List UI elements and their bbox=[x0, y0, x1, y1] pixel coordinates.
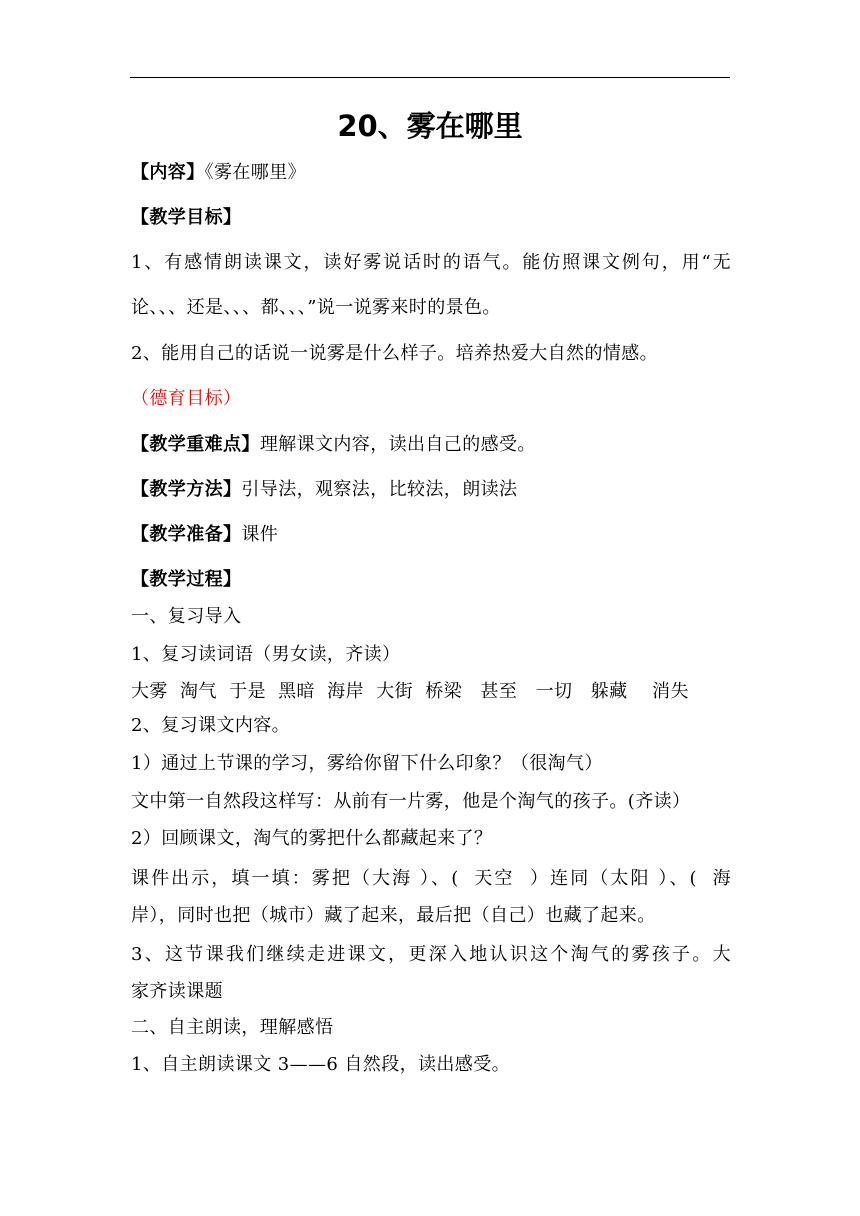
methods-value: 引导法，观察法，比较法，朗读法 bbox=[241, 479, 518, 500]
methods-line bbox=[131, 477, 731, 503]
goals-label: 【教学目标】 bbox=[131, 207, 242, 228]
process-heading bbox=[131, 567, 731, 593]
vocab-list: 大雾 淘气 于是 黑暗 海岸 大街 桥梁 甚至 一切 躲藏 消失 bbox=[131, 681, 689, 702]
header-rule bbox=[130, 77, 730, 78]
section-1-item-3-line-1: 3、这节课我们继续走进课文，更深入地认识这个淘气的雾孩子。大 bbox=[131, 944, 731, 965]
goal-1-line-1: 1、有感情朗读课文，读好雾说话时的语气。能仿照课文例句，用“无 bbox=[131, 252, 731, 273]
content-value: 《雾在哪里》 bbox=[204, 162, 307, 183]
goal-2: 2、能用自己的话说一说雾是什么样子。培养热爱大自然的情感。 bbox=[131, 343, 659, 364]
goal-1-line-2: 论、、、还是、、、都、、、”说一说雾来时的景色。 bbox=[131, 297, 501, 318]
section-1-item-2: 2、复习课文内容。 bbox=[131, 715, 291, 736]
keypoints-label: 【教学重难点】 bbox=[131, 434, 260, 455]
question-1: 1）通过上节课的学习，雾给你留下什么印象？（很淘气） bbox=[131, 753, 603, 774]
question-1-note: 文中第一自然段这样写：从前有一片雾，他是个淘气的孩子。(齐读） bbox=[131, 791, 691, 812]
moral-goal: （德育目标） bbox=[131, 388, 242, 409]
section-2-heading: 二、自主朗读，理解感悟 bbox=[131, 1017, 334, 1038]
keypoints-line bbox=[131, 432, 731, 458]
prep-value: 课件 bbox=[241, 524, 279, 545]
methods-label: 【教学方法】 bbox=[131, 479, 242, 500]
section-2-item-1: 1、自主朗读课文 3——6 自然段，读出感受。 bbox=[131, 1054, 510, 1075]
fill-in-line-1: 课件出示，填一填：雾把（大海 ）、( 天空 ）连同（太阳 ）、( 海 bbox=[131, 868, 731, 889]
prep-label: 【教学准备】 bbox=[131, 524, 242, 545]
content-label: 【内容】 bbox=[131, 162, 205, 183]
section-1-item-1: 1、复习读词语（男女读，齐读） bbox=[131, 644, 401, 665]
fill-in-line-2: 岸），同时也把（城市）藏了起来，最后把（自己）也藏了起来。 bbox=[131, 905, 656, 926]
keypoints-value: 理解课文内容，读出自己的感受。 bbox=[259, 434, 536, 455]
process-label: 【教学过程】 bbox=[131, 569, 242, 590]
lesson-title: 20、雾在哪里 bbox=[337, 109, 523, 143]
section-1-item-3-line-2: 家齐读课题 bbox=[131, 981, 223, 1002]
goals-heading bbox=[131, 205, 731, 231]
prep-line bbox=[131, 522, 731, 548]
question-2: 2）回顾课文，淘气的雾把什么都藏起来了？ bbox=[131, 828, 493, 849]
content-line bbox=[131, 160, 731, 186]
section-1-heading: 一、复习导入 bbox=[131, 606, 242, 627]
